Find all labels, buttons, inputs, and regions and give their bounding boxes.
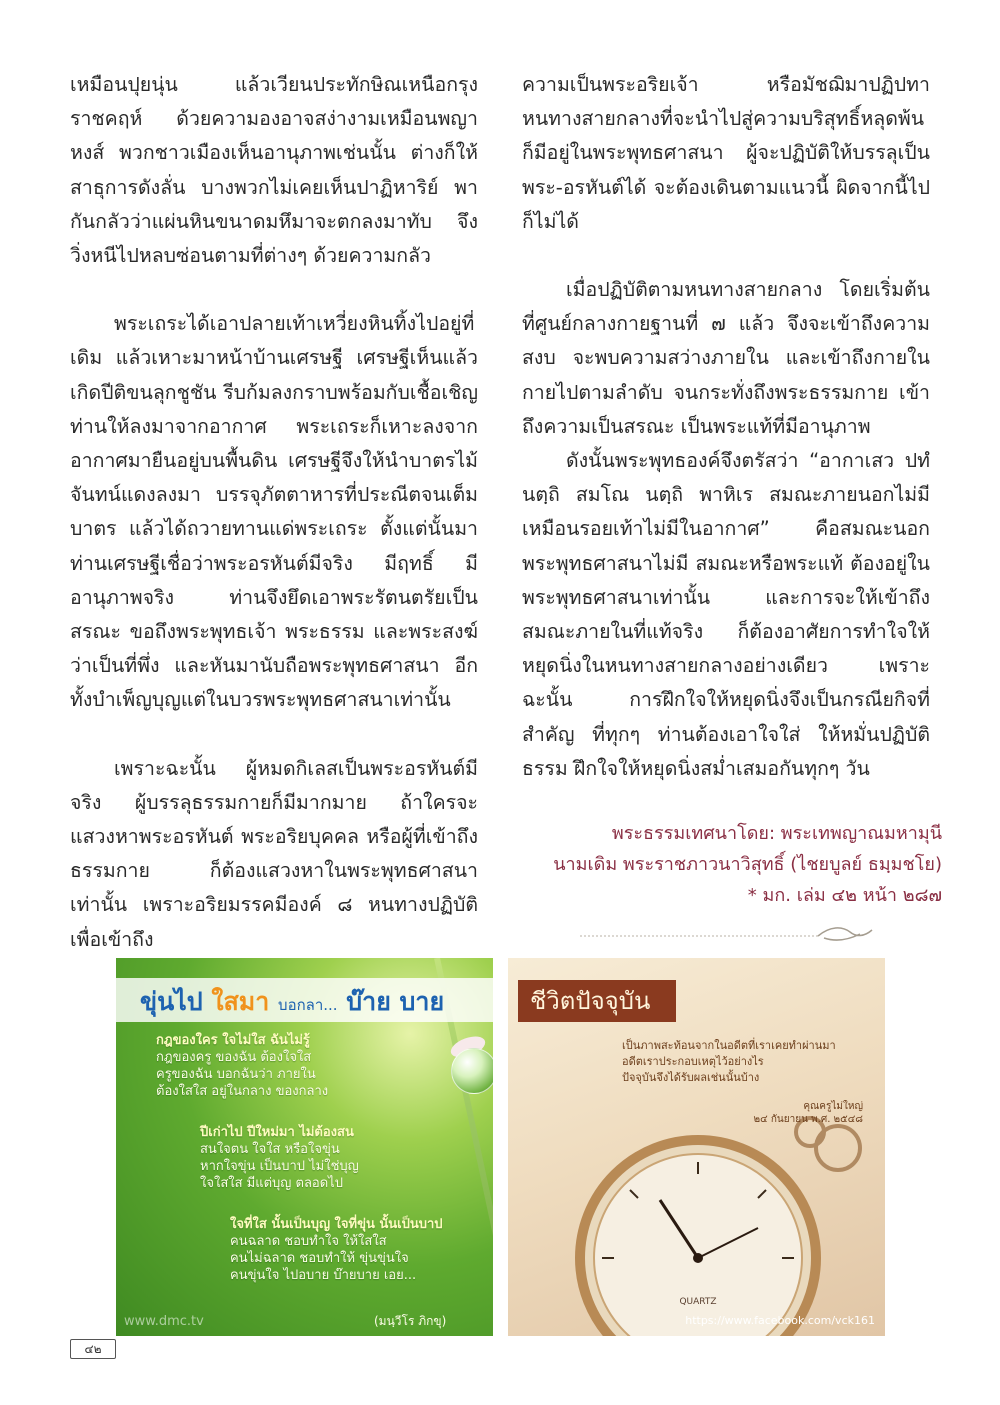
- paragraph: เหมือนปุยนุ่น แล้วเวียนประทักษิณเหนือกรุงราชคฤห์ ด้วยความองอาจสง่างามเหมือนพญาหงส์ พวกชาวเมืองเห็นอานุภาพเช่นนั้น ต่างก็ให้สาธุการดังลั่น บางพวกไม่เคยเห็นปาฏิหาริย์ พากันกลัวว่าแผ่นหินขนาดมหึมาจะตกลงมาทับ จึงวิ่งหนีไปหลบซ่อนตามที่ต่างๆ ด้วยความกลัว: [70, 73, 478, 268]
- credit-line: พระธรรมเทศนาโดย: พระเทพญาณมหามุนี: [611, 823, 942, 844]
- poem-image-panel: [116, 958, 493, 1336]
- title-word: ใสมา: [211, 987, 270, 1016]
- website-watermark: www.dmc.tv: [124, 1314, 204, 1329]
- pocket-watch-illustration: [548, 1108, 868, 1336]
- sermon-credit: [502, 818, 942, 911]
- quote-line: ปัจจุบันจึงได้รับผลเช่นนั้นบ้าง: [622, 1071, 760, 1084]
- signature-line: คุณครูไม่ใหญ่: [803, 1101, 863, 1112]
- poem-line: ปีเก่าไป ปีใหม่มา ไม่ต้องสน: [200, 1125, 354, 1140]
- section-tag: ชีวิตปัจจุบัน: [518, 980, 676, 1022]
- poem-line: ใจที่ใส นั้นเป็นบุญ ใจที่ขุ่น นั้นเป็นบาป: [230, 1217, 443, 1232]
- ornament-divider: [580, 920, 880, 944]
- quote-signature: [754, 1100, 864, 1126]
- title-word: ขุ่นไป: [140, 987, 203, 1016]
- left-text-column: [70, 68, 478, 957]
- poem-line: คนฉลาด ชอบทำใจ ให้ใสใส: [230, 1234, 387, 1249]
- paragraph: เมื่อปฏิบัติตามหนทางสายกลาง โดยเริ่มต้นที่ศูนย์กลางกายฐานที่ ๗ แล้ว จึงจะเข้าถึงความสงบ จะพบความสว่างภายใน และเข้าถึงกายในกายไปตามลำดับ จนกระทั่งถึงพระธรรมกาย เข้าถึงความเป็นสรณะ เป็นพระแท้ที่มีอานุภาพ: [522, 278, 930, 438]
- signature-line: ๒๔ กันยายน พ.ศ. ๒๕๔๘: [753, 1114, 863, 1125]
- quote-text: [622, 1038, 836, 1086]
- paragraph: เพราะฉะนั้น ผู้หมดกิเลสเป็นพระอรหันต์มีจริง ผู้บรรลุธรรมกายก็มีมากมาย ถ้าใครจะแสวงหาพระอรหันต์ พระอริยบุคคล หรือผู้ที่เข้าถึงธรรมกาย ก็ต้องแสวงหาในพระพุทธศาสนาเท่านั้น เพราะอริยมรรคมีองค์ ๘ หนทางปฏิบัติเพื่อเข้าถึง: [70, 756, 478, 951]
- quote-image-panel: [508, 958, 885, 1336]
- paragraph: ความเป็นพระอริยเจ้า หรือมัชฌิมาปฏิปทา หนทางสายกลางที่จะนำไปสู่ความบริสุทธิ์หลุดพ้น ก็มีอยู่ในพระพุทธศาสนา ผู้จะปฏิบัติให้บรรลุเป็นพระ-อรหันต์ได้ จะต้องเดินตามแนวนี้ ผิดจากนี้ไปก็ไม่ได้: [522, 73, 930, 233]
- poem-line: คนไม่ฉลาด ชอบทำให้ ขุ่นขุ่นใจ: [230, 1251, 409, 1266]
- poem-line: กฎของใคร ใจไม่ใส ฉันไม่รู้: [156, 1033, 310, 1048]
- poem-stanza: [156, 1032, 328, 1100]
- page-number: ๔๒: [70, 1339, 116, 1359]
- poem-stanza: [230, 1216, 443, 1284]
- poem-author: (มนฺวีโร ภิกขุ): [374, 1314, 447, 1328]
- facebook-url: https://www.facebook.com/vck161: [685, 1314, 875, 1327]
- poem-line: คนขุ่นใจ ไปอบาย บ๊ายบาย เอย...: [230, 1268, 417, 1283]
- dial-label: QUARTZ: [679, 1297, 717, 1307]
- poem-line: สนใจตน ใจใส หรือใจขุ่น: [200, 1142, 340, 1157]
- paragraph: ดังนั้นพระพุทธองค์จึงตรัสว่า “อากาเสว ปทํ นตฺถิ สมโณ นตฺถิ พาหิเร สมณะภายนอกไม่มี เหมือนรอยเท้าไม่มีในอากาศ” คือสมณะนอกพระพุทธศาสนาไม่มี สมณะหรือพระแท้ ต้องอยู่ในพระพุทธศาสนาเท่านั้น และการจะให้เข้าถึงสมณะภายในที่แท้จริง ก็ต้องอาศัยการทำใจให้หยุดนิ่งในหนทางสายกลางอย่างเดียว เพราะฉะนั้น การฝึกใจให้หยุดนิ่งจึงเป็นกรณียกิจที่สำคัญ ที่ทุกๆ ท่านต้องเอาใจใส่ ให้หมั่นปฏิบัติธรรม ฝึกใจให้หยุดนิ่งสม่ำเสมอกันทุกๆ วัน: [522, 449, 930, 780]
- poem-line: กฎของครู ของฉัน ต้องใจใส: [156, 1050, 312, 1065]
- poem-line: ครูของฉัน บอกฉันว่า ภายใน: [156, 1067, 316, 1082]
- poem-line: หากใจขุ่น เป็นบาป ไม่ใช่บุญ: [200, 1159, 359, 1174]
- title-word: บอกลา...: [278, 996, 338, 1014]
- quote-line: เป็นภาพสะท้อนจากในอดีตที่เราเคยทำผ่านมา: [622, 1039, 836, 1052]
- poem-line: ใจใสใส มีแต่บุญ ตลอดไป: [200, 1176, 343, 1191]
- poem-title: [140, 982, 444, 1022]
- title-word: บ๊าย บาย: [346, 987, 445, 1016]
- right-text-column: [522, 68, 930, 786]
- credit-reference: * มก. เล่ม ๔๒ หน้า ๒๘๗: [747, 885, 942, 906]
- water-drop: [451, 1048, 493, 1094]
- poem-line: ต้องใสใส อยู่ในกลาง ของกลาง: [156, 1084, 329, 1099]
- credit-line: นามเดิม พระราชภาวนาวิสุทธิ์ (ไชยบูลย์ ธมฺมชโย): [553, 854, 942, 875]
- quote-line: อดีตเราประกอบเหตุไว้อย่างไร: [622, 1055, 764, 1068]
- paragraph: พระเถระได้เอาปลายเท้าเหวี่ยงหินทิ้งไปอยู่ที่เดิม แล้วเหาะมาหน้าบ้านเศรษฐี เศรษฐีเห็นแล้วเกิดปีติขนลุกชูชัน รีบก้มลงกราบพร้อมกับเชื้อเชิญท่านให้ลงมาจากอากาศ พระเถระก็เหาะลงจากอากาศมายืนอยู่บนพื้นดิน เศรษฐีจึงให้นำบาตรไม้จันทน์แดงลงมา บรรจุภัตตาหารที่ประณีตจนเต็มบาตร แล้วได้ถวายทานแด่พระเถระ ตั้งแต่นั้นมาท่านเศรษฐีเชื่อว่าพระอรหันต์มีจริง มีฤทธิ์ มีอานุภาพจริง ท่านจึงยึดเอาพระรัตนตรัยเป็นสรณะ ขอถึงพระพุทธเจ้า พระธรรม และพระสงฆ์ว่าเป็นที่พึ่ง และหันมานับถือพระพุทธศาสนา อีกทั้งบำเพ็ญบุญแต่ในบวรพระพุทธศาสนาเท่านั้น: [70, 312, 478, 712]
- poem-stanza: [200, 1124, 359, 1192]
